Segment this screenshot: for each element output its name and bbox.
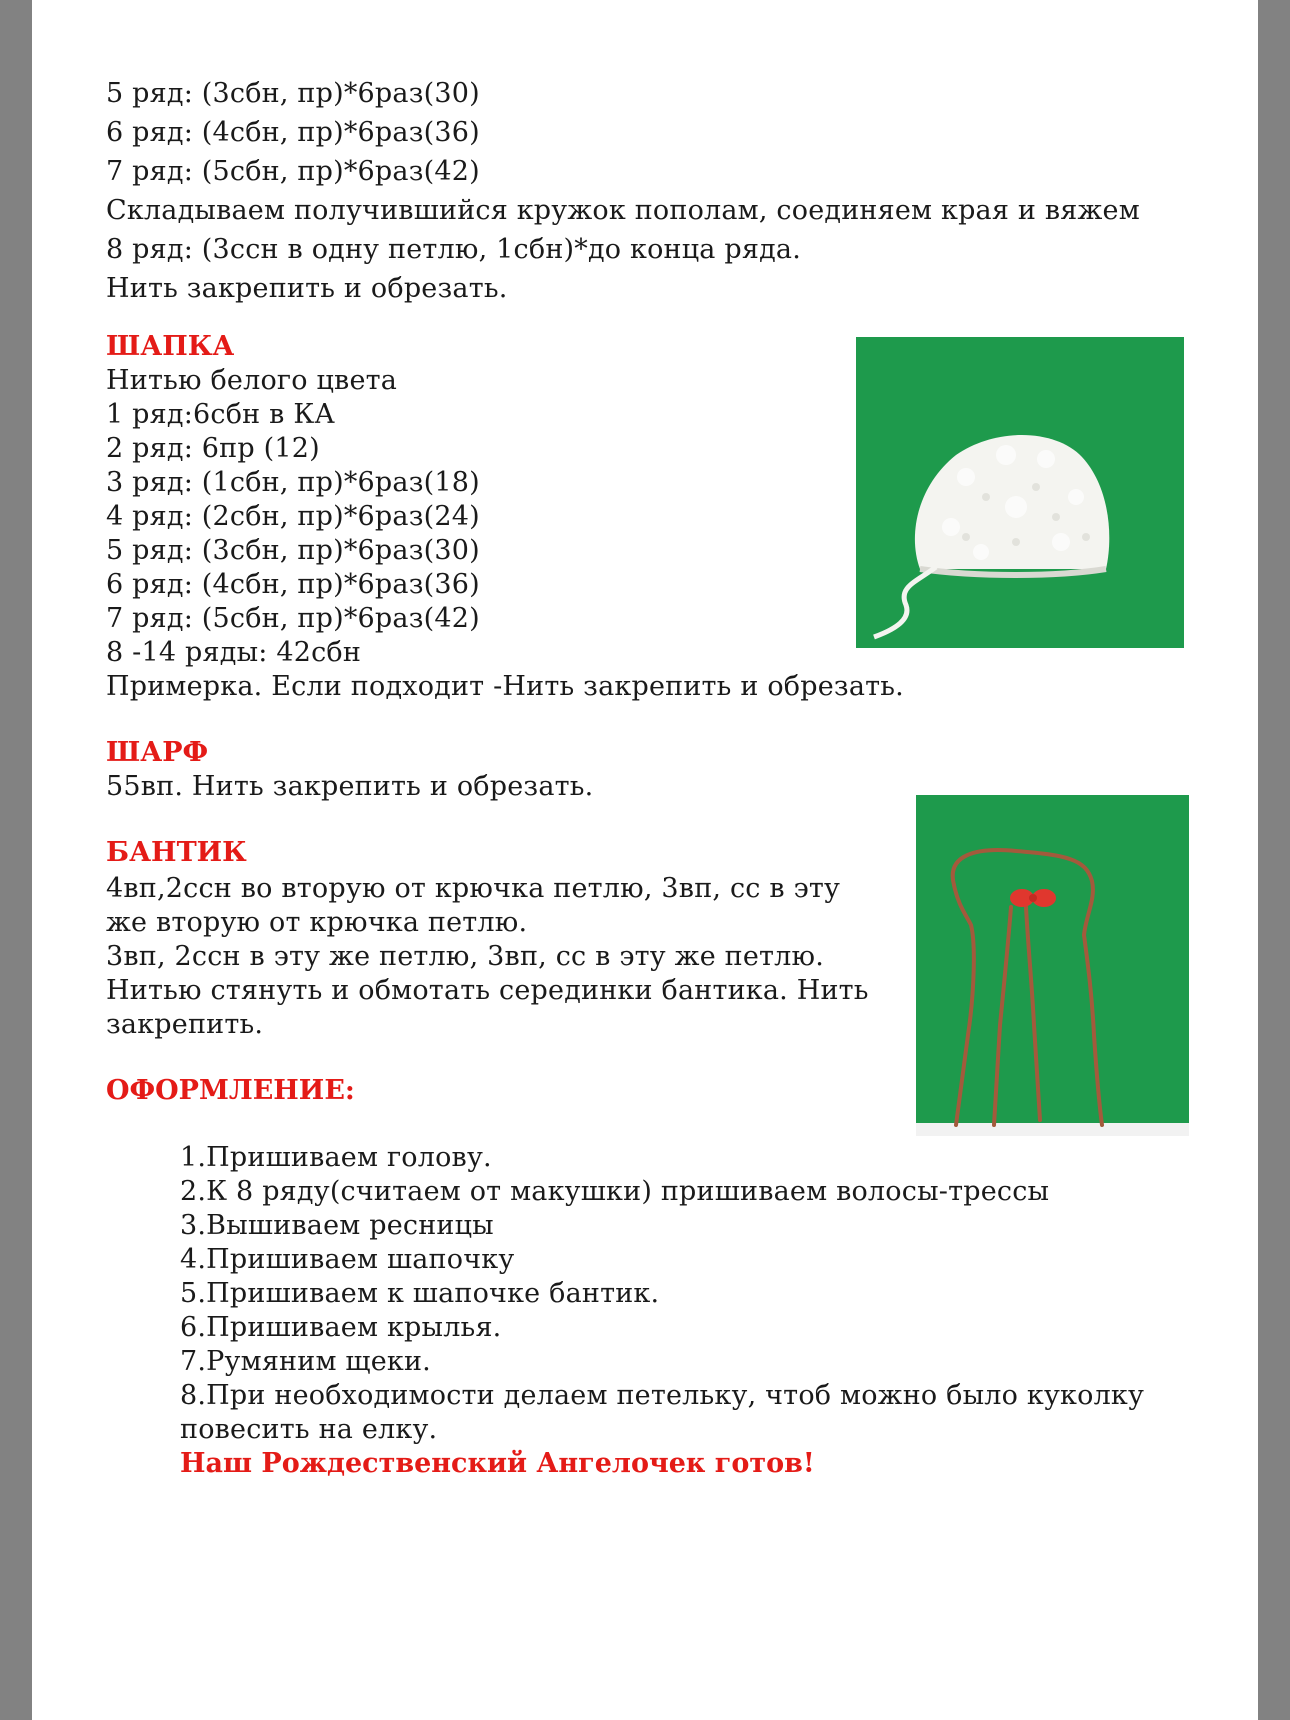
- bow-line: же вторую от крючка петлю.: [106, 907, 528, 938]
- finishing-step: 8.При необходимости делаем петельку, чтоб можно было куколку: [180, 1380, 1145, 1411]
- finishing-step: 6.Пришиваем крылья.: [180, 1312, 502, 1343]
- scarf-line: 55вп. Нить закрепить и обрезать.: [106, 771, 594, 802]
- bow-heading: БАНТИК: [106, 837, 247, 868]
- hat-line: 7 ряд: (5сбн, пр)*6раз(42): [106, 603, 480, 634]
- fold-instruction-text: Складываем получившийся кружок пополам, соединяем края и вяжем: [106, 195, 1140, 226]
- closing-text: Наш Рождественский Ангелочек готов!: [180, 1448, 815, 1479]
- hat-line: 1 ряд:6сбн в КА: [106, 399, 336, 430]
- hat-photo: [856, 337, 1184, 648]
- bow-line: Нитью стянуть и обмотать серединки бантика. Нить: [106, 975, 869, 1006]
- hat-heading: ШАПКА: [106, 331, 235, 362]
- finishing-step: 7.Румяним щеки.: [180, 1346, 431, 1377]
- hat-line: 8 -14 ряды: 42сбн: [106, 637, 362, 668]
- row-7-text: 7 ряд: (5сбн, пр)*6раз(42): [106, 156, 480, 187]
- finishing-step: 3.Вышиваем ресницы: [180, 1210, 494, 1241]
- bow-line: 3вп, 2ссн в эту же петлю, 3вп, сс в эту же петлю.: [106, 941, 825, 972]
- bow-line: закрепить.: [106, 1009, 264, 1040]
- hat-line: 4 ряд: (2сбн, пр)*6раз(24): [106, 501, 480, 532]
- fasten-off-text: Нить закрепить и обрезать.: [106, 273, 508, 304]
- row-8-text: 8 ряд: (3ссн в одну петлю, 1сбн)*до конца ряда.: [106, 234, 802, 265]
- finishing-step: повесить на елку.: [180, 1414, 438, 1445]
- scarf-heading: ШАРФ: [106, 737, 209, 768]
- hat-line: 6 ряд: (4сбн, пр)*6раз(36): [106, 569, 480, 600]
- hat-line: 3 ряд: (1сбн, пр)*6раз(18): [106, 467, 480, 498]
- finishing-heading: ОФОРМЛЕНИЕ:: [106, 1075, 355, 1106]
- finishing-step: 2.К 8 ряду(считаем от макушки) пришиваем волосы-трессы: [180, 1176, 1050, 1207]
- hat-line: Нитью белого цвета: [106, 365, 398, 396]
- hat-line: 2 ряд: 6пр (12): [106, 433, 320, 464]
- finishing-step: 5.Пришиваем к шапочке бантик.: [180, 1278, 660, 1309]
- bow-line: 4вп,2ссн во вторую от крючка петлю, 3вп, сс в эту: [106, 873, 841, 904]
- row-5-text: 5 ряд: (3сбн, пр)*6раз(30): [106, 78, 480, 109]
- scarf-bow-photo: [916, 795, 1189, 1136]
- hat-line: Примерка. Если подходит -Нить закрепить и обрезать.: [106, 671, 904, 702]
- finishing-step: 4.Пришиваем шапочку: [180, 1244, 515, 1275]
- finishing-step: 1.Пришиваем голову.: [180, 1142, 492, 1173]
- hat-line: 5 ряд: (3сбн, пр)*6раз(30): [106, 535, 480, 566]
- row-6-text: 6 ряд: (4сбн, пр)*6раз(36): [106, 117, 480, 148]
